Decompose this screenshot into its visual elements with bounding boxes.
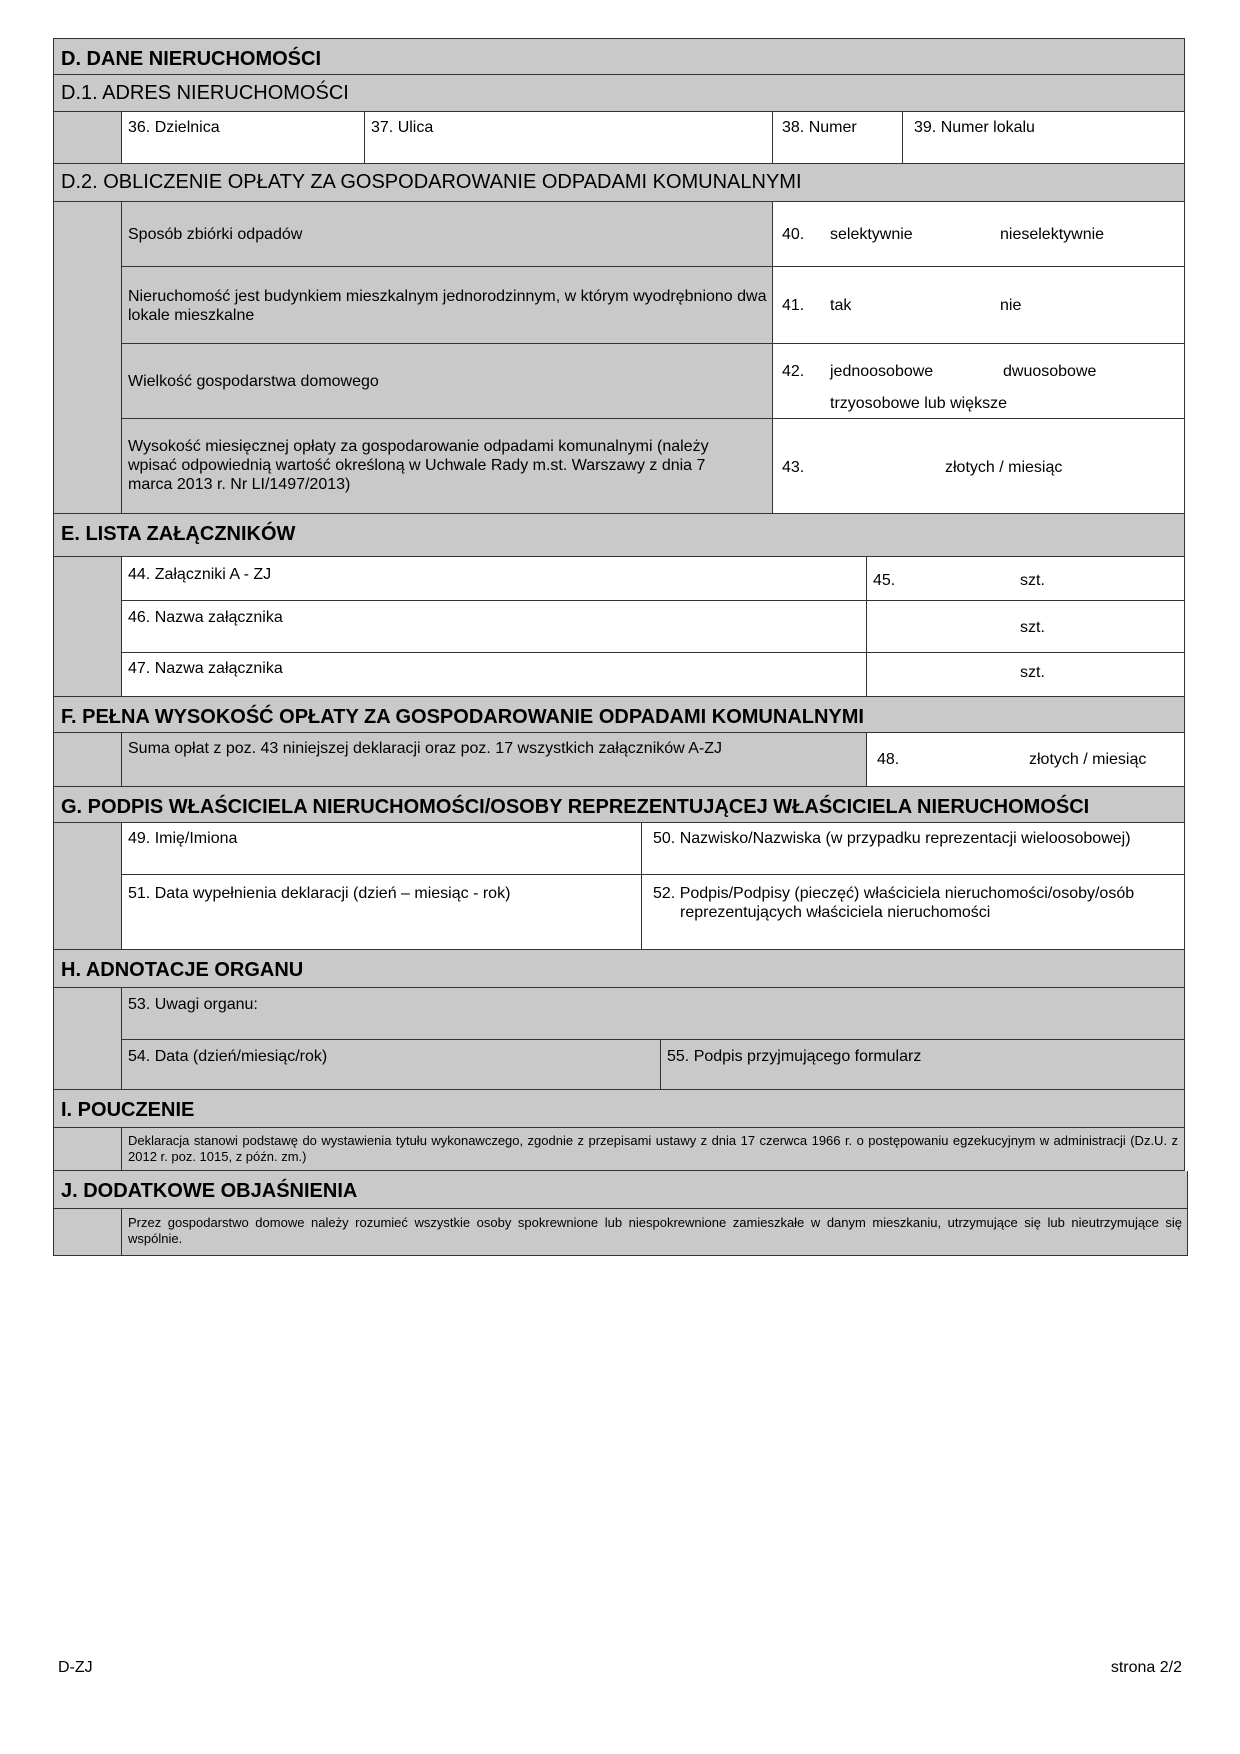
monthly-fee-unit: złotych / miesiąc bbox=[945, 459, 1063, 476]
section-i-header bbox=[53, 1090, 1185, 1128]
section-d1-header bbox=[53, 75, 1185, 112]
row-margin bbox=[53, 823, 121, 950]
attachment-name-field[interactable] bbox=[121, 601, 866, 653]
attachments-count-label-cell bbox=[121, 557, 866, 601]
field-48-number: 48. bbox=[877, 751, 900, 768]
attachment-count-field[interactable] bbox=[866, 601, 1185, 653]
waste-collection-label-cell bbox=[121, 202, 772, 267]
section-g-title: G. PODPIS WŁAŚCICIELA NIERUCHOMOŚCI/OSOBY REPREZENTUJĄCEJ WŁAŚCICIELA NIERUCHOMOŚCI bbox=[61, 796, 1090, 818]
row-margin bbox=[53, 1209, 121, 1256]
row-margin bbox=[53, 1128, 121, 1171]
attachments-label: 44. Załączniki A - ZJ bbox=[128, 566, 272, 583]
signature-field[interactable] bbox=[641, 875, 1185, 950]
household-size-label-cell bbox=[121, 344, 772, 419]
option-yes[interactable]: tak bbox=[830, 297, 852, 314]
field-number[interactable] bbox=[772, 112, 902, 164]
row-margin bbox=[53, 733, 121, 787]
fill-date-label: 51. Data wypełnienia deklaracji (dzień – miesiąc - rok) bbox=[128, 885, 511, 902]
explanations-cell bbox=[121, 1209, 1188, 1256]
field-42-number: 42. bbox=[782, 363, 805, 380]
field-apartment-number-label: 39. Numer lokalu bbox=[914, 119, 1035, 136]
explanations-text: Przez gospodarstwo domowe należy rozumieć wszystkie osoby spokrewnione lub niespokrewnione zamieszkałe w danym mieszkaniu, utrzymujące się lub nieutrzymujące się wspólnie. bbox=[128, 1215, 1182, 1246]
section-h-title: H. ADNOTACJE ORGANU bbox=[61, 959, 304, 981]
section-f-header bbox=[53, 697, 1185, 733]
page-number: strona 2/2 bbox=[1110, 1659, 1182, 1676]
receiver-signature-field bbox=[660, 1040, 1185, 1090]
section-d-header bbox=[53, 38, 1185, 75]
section-j-header bbox=[53, 1171, 1188, 1209]
attachments-count-field[interactable] bbox=[866, 557, 1185, 601]
field-45-number: 45. bbox=[873, 572, 896, 589]
row-margin bbox=[53, 988, 121, 1090]
receiver-signature-label: 55. Podpis przyjmującego formularz bbox=[667, 1048, 922, 1065]
household-size-label: Wielkość gospodarstwa domowego bbox=[128, 373, 379, 390]
section-h-header bbox=[53, 950, 1185, 988]
field-street-label: 37. Ulica bbox=[371, 119, 434, 136]
section-e-header bbox=[53, 514, 1185, 557]
section-j-title: J. DODATKOWE OBJAŚNIENIA bbox=[61, 1180, 358, 1202]
attachment-name-label: 47. Nazwa załącznika bbox=[128, 660, 283, 677]
receipt-date-label: 54. Data (dzień/miesiąc/rok) bbox=[128, 1048, 328, 1065]
total-fee-label-cell bbox=[121, 733, 866, 787]
total-fee-unit: złotych / miesiąc bbox=[1029, 751, 1147, 768]
two-units-label-cell bbox=[121, 267, 772, 344]
attachment-count-field[interactable] bbox=[866, 653, 1185, 697]
monthly-fee-label: Wysokość miesięcznej opłaty za gospodarowanie odpadami komunalnymi (należy wpisać odpowiednią wartość określoną w Uchwale Rady m.st. Warszawy z dnia 7 marca 2013 r. Nr LI/1497/2013) bbox=[128, 438, 709, 493]
last-name-field[interactable] bbox=[641, 823, 1185, 875]
row-margin bbox=[53, 557, 121, 697]
row-margin bbox=[53, 202, 121, 514]
option-non-selective[interactable]: nieselektywnie bbox=[1000, 226, 1105, 243]
instruction-cell bbox=[121, 1128, 1185, 1171]
total-fee-field[interactable] bbox=[866, 733, 1185, 787]
attachment-count-unit: szt. bbox=[1020, 619, 1045, 636]
section-d-title: D. DANE NIERUCHOMOŚCI bbox=[61, 48, 322, 70]
field-street[interactable] bbox=[364, 112, 772, 164]
option-two-persons[interactable]: dwuosobowe bbox=[1003, 363, 1097, 380]
section-d1-title: D.1. ADRES NIERUCHOMOŚCI bbox=[61, 82, 349, 104]
instruction-text: Deklaracja stanowi podstawę do wystawienia tytułu wykonawczego, zgodnie z przepisami ustawy z dnia 17 czerwca 1966 r. o postępowaniu egzekucyjnym w administracji (Dz.U. z 2012 r. poz. 1015, z późn. zm.) bbox=[128, 1133, 1178, 1164]
section-d2-header bbox=[53, 164, 1185, 202]
signature-label-line2: reprezentujących właściciela nieruchomości bbox=[680, 904, 991, 921]
section-e-title: E. LISTA ZAŁĄCZNIKÓW bbox=[61, 523, 296, 545]
monthly-fee-label-cell bbox=[121, 419, 772, 514]
field-45-unit: szt. bbox=[1020, 572, 1045, 589]
first-name-label: 49. Imię/Imiona bbox=[128, 830, 238, 847]
monthly-fee-field[interactable] bbox=[772, 419, 1185, 514]
option-three-or-more[interactable]: trzyosobowe lub większe bbox=[830, 395, 1007, 412]
attachment-name-field[interactable] bbox=[121, 653, 866, 697]
attachment-count-unit: szt. bbox=[1020, 664, 1045, 681]
option-one-person[interactable]: jednoosobowe bbox=[830, 363, 934, 380]
receipt-date-field bbox=[121, 1040, 660, 1090]
attachment-name-label: 46. Nazwa załącznika bbox=[128, 609, 283, 626]
authority-remarks-label: 53. Uwagi organu: bbox=[128, 996, 258, 1013]
signature-label: 52. Podpis/Podpisy (pieczęć) właściciela nieruchomości/osoby/osób bbox=[653, 885, 1135, 902]
field-41-number: 41. bbox=[782, 297, 805, 314]
section-d2-title: D.2. OBLICZENIE OPŁATY ZA GOSPODAROWANIE ODPADAMI KOMUNALNYMI bbox=[61, 171, 802, 193]
fill-date-field[interactable] bbox=[121, 875, 641, 950]
form-code: D-ZJ bbox=[58, 1659, 93, 1676]
two-units-label: Nieruchomość jest budynkiem mieszkalnym jednorodzinnym, w którym wyodrębniono dwa lokale mieszkalne bbox=[128, 288, 767, 324]
field-apartment-number[interactable] bbox=[902, 112, 1185, 164]
section-f-title: F. PEŁNA WYSOKOŚĆ OPŁATY ZA GOSPODAROWANIE ODPADAMI KOMUNALNYMI bbox=[61, 706, 864, 728]
row-margin bbox=[53, 112, 121, 164]
option-selective[interactable]: selektywnie bbox=[830, 226, 913, 243]
waste-collection-choice[interactable] bbox=[772, 202, 1185, 267]
waste-collection-label: Sposób zbiórki odpadów bbox=[128, 226, 303, 243]
field-district-label: 36. Dzielnica bbox=[128, 119, 220, 136]
field-number-label: 38. Numer bbox=[782, 119, 857, 136]
two-units-choice[interactable] bbox=[772, 267, 1185, 344]
authority-remarks-field bbox=[121, 988, 1185, 1040]
section-i-title: I. POUCZENIE bbox=[61, 1099, 195, 1121]
household-size-choice[interactable] bbox=[772, 344, 1185, 419]
total-fee-label: Suma opłat z poz. 43 niniejszej deklaracji oraz poz. 17 wszystkich załączników A-ZJ bbox=[128, 740, 723, 757]
section-g-header bbox=[53, 787, 1185, 823]
option-no[interactable]: nie bbox=[1000, 297, 1022, 314]
field-40-number: 40. bbox=[782, 226, 805, 243]
first-name-field[interactable] bbox=[121, 823, 641, 875]
last-name-label: 50. Nazwisko/Nazwiska (w przypadku reprezentacji wieloosobowej) bbox=[653, 830, 1131, 847]
field-43-number: 43. bbox=[782, 459, 805, 476]
field-district[interactable] bbox=[121, 112, 364, 164]
